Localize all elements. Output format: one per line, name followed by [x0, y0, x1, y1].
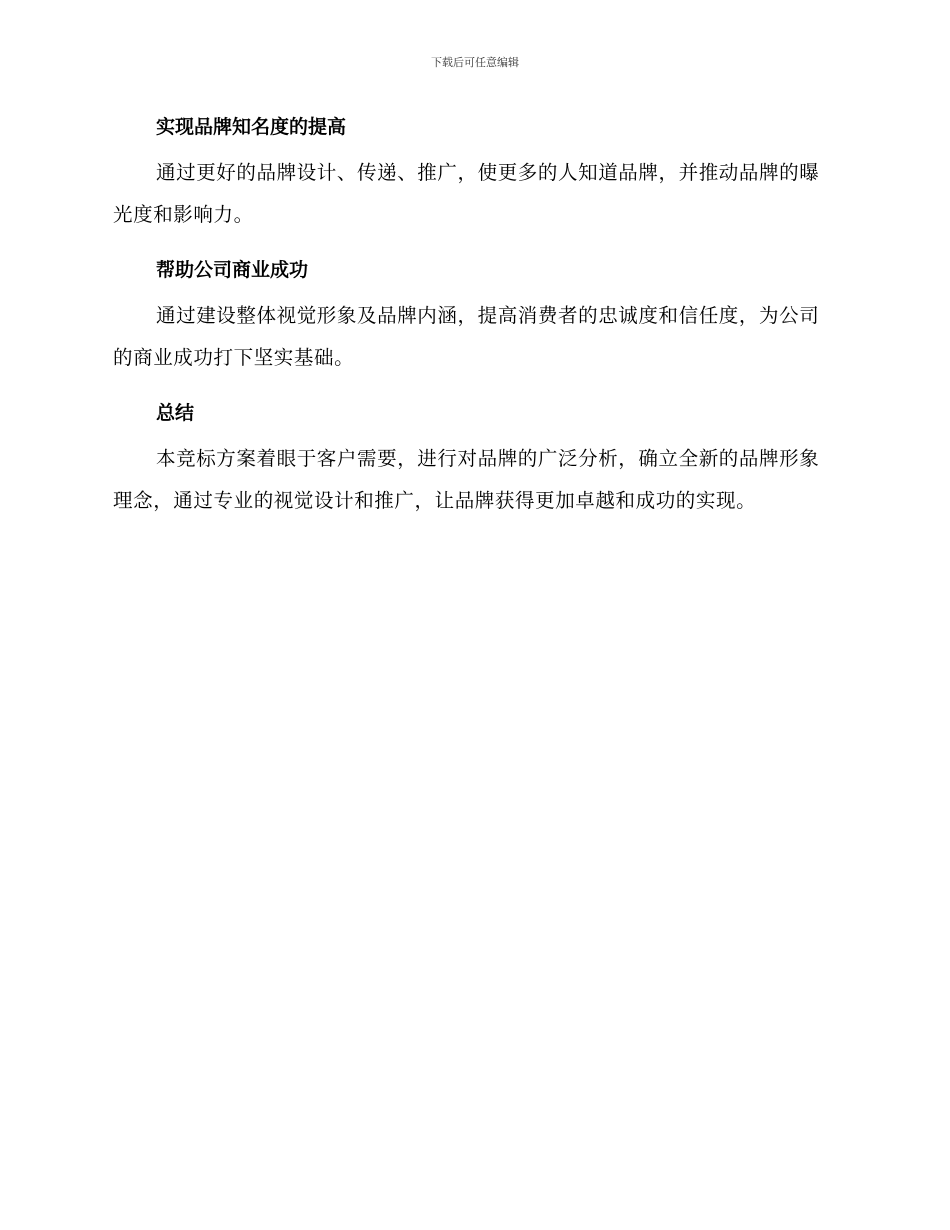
section-heading-business-success: 帮助公司商业成功: [156, 259, 309, 281]
document-body: [113, 112, 833, 522]
section-paragraph-brand-awareness: 通过更好的品牌设计、传递、推广，使更多的人知道品牌，并推动品牌的曝光度和影响力。: [113, 161, 820, 226]
section-paragraph-business-success: 通过建设整体视觉形象及品牌内涵，提高消费者的忠诚度和信任度，为公司的商业成功打下坚实基础。: [113, 304, 820, 369]
section-heading-summary: 总结: [156, 402, 195, 424]
section-heading-brand-awareness: 实现品牌知名度的提高: [156, 116, 347, 138]
running-header: 下载后可任意编辑: [431, 56, 519, 69]
section-paragraph-summary: 本竞标方案着眼于客户需要，进行对品牌的广泛分析，确立全新的品牌形象理念，通过专业的视觉设计和推广，让品牌获得更加卓越和成功的实现。: [113, 447, 820, 512]
